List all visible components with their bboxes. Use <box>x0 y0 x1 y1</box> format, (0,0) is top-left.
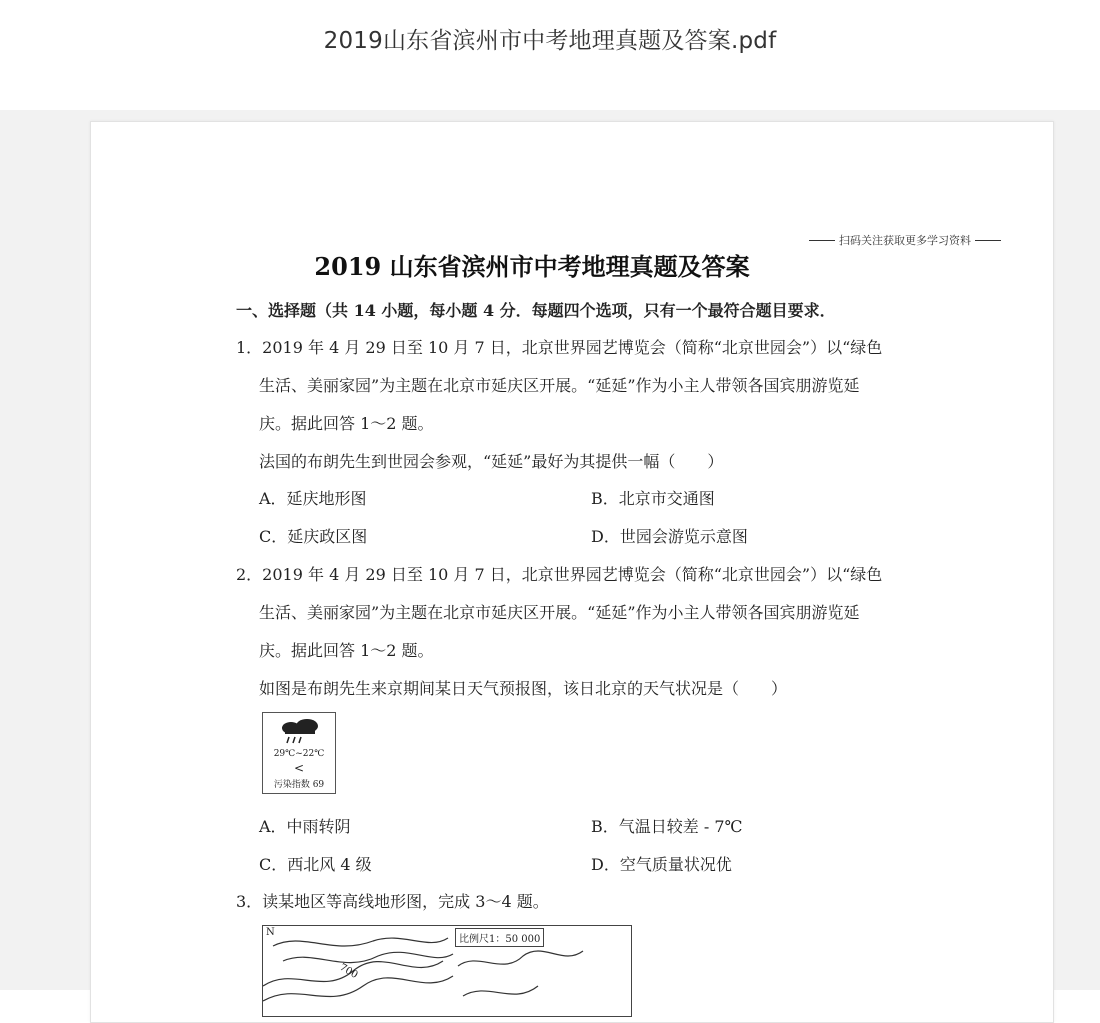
section-heading: 一、选择题（共 14 小题，每小题 4 分．每题四个选项，只有一个最符合题目要求． <box>236 301 836 320</box>
q2-option-b: B．气温日较差 - 7℃ <box>591 817 743 836</box>
q1-line3: 庆。据此回答 1～2 题。 <box>259 414 434 433</box>
q1-stem: 法国的布朗先生到世园会参观，“延延”最好为其提供一幅（ ） <box>259 452 724 471</box>
qr-hint <box>809 232 1001 248</box>
paper-title-text: 2019 山东省滨州市中考地理真题及答案 <box>314 252 750 281</box>
q2-option-c: C．西北风 4 级 <box>259 855 372 874</box>
q2-line2: 生活、美丽家园”为主题在北京市延庆区开展。“延延”作为小主人带领各国宾朋游览延 <box>259 603 860 622</box>
contour-lines <box>263 926 631 1016</box>
temperature-range: 29℃~22℃ <box>273 749 325 759</box>
map-scale: 比例尺1：50 000 <box>455 928 544 947</box>
q1-line1: 1．2019 年 4 月 29 日至 10 月 7 日，北京世界园艺博览会（简称“北京世园会”）以“绿色 <box>236 338 883 357</box>
q1-option-d: D．世园会游览示意图 <box>591 527 748 546</box>
pdf-viewer[interactable] <box>0 110 1100 990</box>
q2-line1: 2．2019 年 4 月 29 日至 10 月 7 日，北京世界园艺博览会（简称“北京世园会”）以“绿色 <box>236 565 883 584</box>
q2-option-a: A．中雨转阴 <box>259 817 351 836</box>
wind-icon: < <box>293 761 305 775</box>
q2-line3: 庆。据此回答 1～2 题。 <box>259 641 434 660</box>
pdf-page <box>90 121 1054 1023</box>
q1-option-b: B．北京市交通图 <box>591 489 715 508</box>
document-title: 2019山东省滨州市中考地理真题及答案.pdf <box>323 28 777 54</box>
qr-hint-text: 扫码关注获取更多学习资料 <box>839 234 971 247</box>
q2-option-d: D．空气质量状况优 <box>591 855 732 874</box>
weather-forecast-figure <box>262 712 336 794</box>
q1-option-c: C．延庆政区图 <box>259 527 368 546</box>
paper-title <box>91 247 1053 282</box>
elevation-label: 700 <box>337 961 360 982</box>
q2-stem: 如图是布朗先生来京期间某日天气预报图，该日北京的天气状况是（ ） <box>259 679 788 698</box>
north-arrow-label: N <box>266 927 275 938</box>
title-bar <box>0 0 1100 110</box>
rain-cloud-icon <box>263 713 335 747</box>
pollution-index: 污染指数 69 <box>273 780 325 790</box>
q1-option-a: A．延庆地形图 <box>259 489 367 508</box>
q1-line2: 生活、美丽家园”为主题在北京市延庆区开展。“延延”作为小主人带领各国宾朋游览延 <box>259 376 860 395</box>
contour-map-figure <box>262 925 632 1017</box>
q3-line1: 3．读某地区等高线地形图，完成 3～4 题。 <box>236 892 549 911</box>
